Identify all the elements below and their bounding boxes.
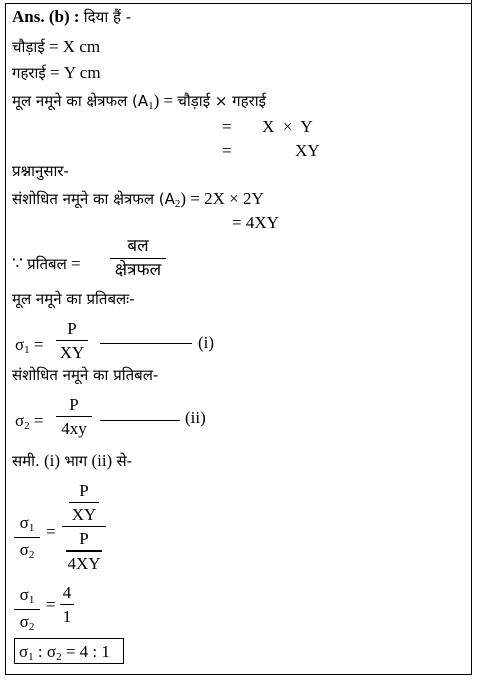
divide-word: भाग <box>64 452 88 470</box>
ratio-denominator <box>20 613 35 633</box>
numerator-4: 4 <box>62 583 72 602</box>
modified-area-result: = 4XY <box>232 213 279 232</box>
area-subscript-1: 1 <box>148 100 154 112</box>
equation-ref-i: (i) <box>198 333 215 352</box>
fraction-bar <box>56 416 92 417</box>
depth-value: = Y cm <box>50 63 101 82</box>
fraction-bar <box>14 537 40 538</box>
reference-rule <box>100 343 192 344</box>
original-area-rhs: चौड़ाई × गहराई <box>177 92 266 110</box>
sigma-subscript: 1 <box>24 344 30 356</box>
ratio-numerator <box>20 586 35 606</box>
stress-numerator: बल <box>127 236 149 256</box>
reference-rule <box>100 420 180 421</box>
ratio-denominator <box>20 541 35 561</box>
stress-word: प्रतिबल <box>27 255 67 273</box>
fraction-bar <box>14 609 40 610</box>
main-fraction-bar <box>62 526 106 527</box>
width-row <box>12 38 100 55</box>
width-label: चौड़ाई <box>12 38 45 56</box>
ratio-value: = 4 : 1 <box>61 642 110 661</box>
depth-row <box>12 64 101 81</box>
divide-row <box>12 452 132 469</box>
sigma-symbol: σ <box>19 642 29 661</box>
numerator-p: P <box>79 481 89 500</box>
numerator-p: P <box>79 529 89 549</box>
eq-sign: = <box>33 335 44 354</box>
original-area-label: मूल नमूने का क्षेत्रफल (A <box>12 92 149 110</box>
because-symbol: ∵ <box>12 254 23 273</box>
answer-heading: Ans. (b) : <box>12 7 80 26</box>
area-subscript-2: 2 <box>174 198 181 210</box>
fraction-bar <box>69 502 99 503</box>
eq-line-1 <box>222 118 313 135</box>
depth-label: गहराई <box>12 64 46 82</box>
from-word: से- <box>116 452 133 470</box>
xy-result: XY <box>295 141 320 160</box>
sigma-symbol: σ <box>19 612 29 632</box>
sigma-subscript: 2 <box>24 420 30 432</box>
original-area-row <box>12 92 266 112</box>
ref-i: (i) <box>44 451 61 470</box>
modified-stress-label: संशोधित नमूने का प्रतिबल- <box>12 366 159 384</box>
compound-fraction <box>62 482 106 572</box>
stress-def-lhs <box>12 255 81 272</box>
sigma-symbol: σ <box>19 585 29 604</box>
eq-line-2 <box>222 142 320 159</box>
per-question-label: प्रश्नानुसार- <box>12 162 69 180</box>
sigma-ratio-lhs <box>14 514 40 561</box>
fraction-bar <box>66 550 102 551</box>
final-result <box>19 643 110 663</box>
equation-ref-ii: (ii) <box>185 408 206 427</box>
eq-sign: = <box>46 595 56 614</box>
numerator-p: P <box>69 395 79 414</box>
equation-abbrev: समी. <box>12 452 40 470</box>
fraction-bar <box>60 604 74 605</box>
sigma-symbol: σ <box>19 540 29 560</box>
ratio-numerator <box>20 514 35 534</box>
sigma-ratio-lhs <box>14 586 40 633</box>
eq-sign: = <box>222 117 232 136</box>
fraction-bar <box>56 340 88 341</box>
eq-sign: = <box>33 411 44 430</box>
sigma-symbol: σ <box>19 513 29 532</box>
sigma2-fraction <box>56 396 92 437</box>
sigma-subscript: 1 <box>28 594 35 606</box>
inner-denominator <box>66 530 102 571</box>
ratio-colon: : σ <box>33 642 57 661</box>
sigma1-fraction <box>56 320 88 361</box>
sigma-symbol: σ <box>15 335 25 354</box>
x-times-y: X × Y <box>262 117 313 136</box>
ref-ii: (ii) <box>91 451 113 470</box>
original-stress-label: मूल नमूने का प्रतिबलः- <box>12 290 135 308</box>
eq-sign: = <box>71 254 81 273</box>
fraction-bar <box>110 258 166 259</box>
denominator-4xy: 4xy <box>61 419 87 439</box>
modified-area-rhs: ) = 2X × 2Y <box>180 189 264 208</box>
sigma2-lhs <box>15 412 44 432</box>
given-label: दिया हैं - <box>83 8 132 26</box>
answer-line <box>12 8 131 25</box>
sigma-symbol: σ <box>15 411 25 430</box>
eq-sign: = <box>46 522 56 541</box>
modified-area-row <box>12 190 264 210</box>
denominator-xy: XY <box>59 343 85 363</box>
denominator-xy: XY <box>71 505 97 525</box>
original-area-close: ) = <box>153 91 174 110</box>
sigma-subscript: 1 <box>28 522 35 534</box>
sigma-subscript: 2 <box>56 651 62 663</box>
width-value: = X cm <box>48 37 101 56</box>
denominator-1: 1 <box>62 607 72 627</box>
numerator-p: P <box>67 319 77 338</box>
sigma-subscript: 1 <box>28 651 34 663</box>
denominator-4xy: 4XY <box>67 553 101 573</box>
stress-fraction <box>110 238 166 279</box>
four-over-one <box>60 584 74 625</box>
inner-numerator <box>69 482 99 523</box>
sigma-subscript: 2 <box>28 549 35 562</box>
eq-sign: = <box>222 141 232 160</box>
sigma-subscript: 2 <box>28 621 35 634</box>
sigma1-lhs <box>15 336 44 356</box>
modified-area-label: संशोधित नमूने का क्षेत्रफल (A <box>12 190 175 208</box>
stress-denominator: क्षेत्रफल <box>114 260 162 281</box>
